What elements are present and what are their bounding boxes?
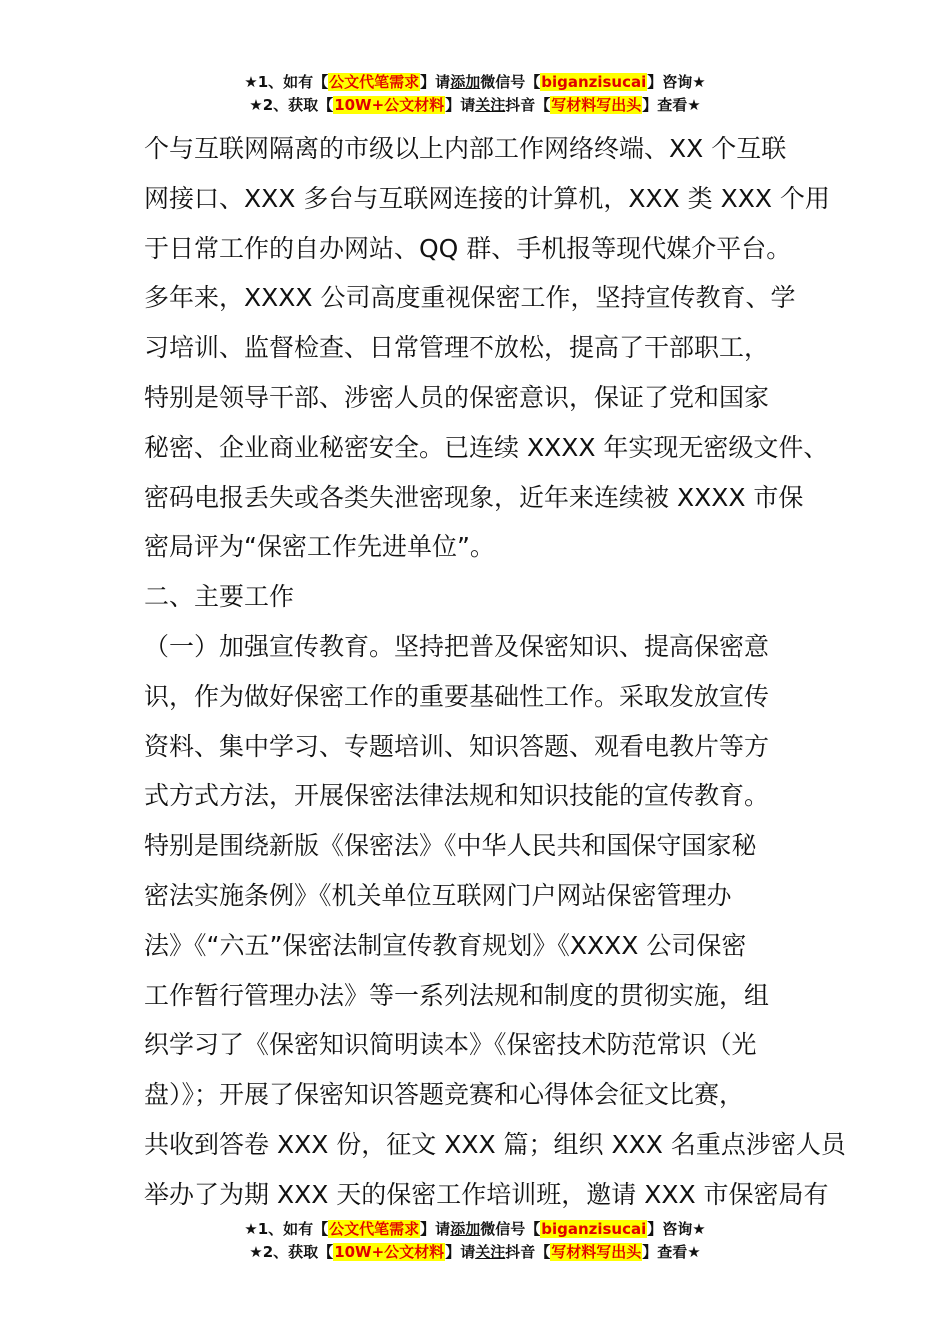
body-line: 网接口、XXX 多台与互联网连接的计算机，XXX 类 XXX 个用 (144, 183, 830, 213)
header-line-2-prefix: ★2、获取【 (249, 96, 334, 114)
footer-line-1-highlight-service: 公文代笔需求 (329, 1220, 420, 1238)
body-line: 多年来，XXXX 公司高度重视保密工作，坚持宣传教育、学 (144, 283, 796, 313)
footer-line-2-underlined: 关注 (475, 1243, 506, 1261)
body-line: 密局评为“保密工作先进单位”。 (144, 532, 495, 562)
body-line: 特别是围绕新版《保密法》《中华人民共和国保守国家秘 (144, 831, 757, 861)
footer-line-2-text-2: 抖音【 (505, 1243, 551, 1261)
header-line-1-suffix: 】咨询★ (647, 73, 706, 91)
header-line-1 (0, 71, 950, 94)
footer-line-1-prefix: ★1、如有【 (244, 1220, 329, 1238)
footer-line-2-highlight-douyin: 写材料写出头 (551, 1243, 642, 1261)
header-line-2-text: 】请 (445, 96, 476, 114)
footer-line-1-underlined: 添加 (450, 1220, 481, 1238)
body-line: 秘密、企业商业秘密安全。已连续 XXXX 年实现无密级文件、 (144, 432, 829, 462)
footer-line-2-highlight-materials: 10W+公文材料 (334, 1243, 445, 1261)
header-banner (0, 71, 950, 117)
header-line-1-text: 】请 (420, 73, 451, 91)
body-line: 法》《“六五”保密法制宣传教育规划》《XXXX 公司保密 (144, 930, 747, 960)
footer-line-1-highlight-wechat: biganzisucai (541, 1220, 647, 1238)
body-line: （一）加强宣传教育。坚持把普及保密知识、提高保密意 (144, 631, 770, 661)
footer-line-1-text-2: 微信号【 (480, 1220, 541, 1238)
body-line: 个与互联网隔离的市级以上内部工作网络终端、XX 个互联 (144, 134, 787, 163)
body-line: 特别是领导干部、涉密人员的保密意识，保证了党和国家 (144, 382, 770, 412)
body-line: 习培训、监督检查、日常管理不放松，提高了干部职工， (144, 333, 770, 363)
footer-line-2-prefix: ★2、获取【 (249, 1243, 334, 1261)
footer-banner (0, 1218, 950, 1264)
body-line: 织学习了《保密知识简明读本》《保密技术防范常识（光 (144, 1030, 757, 1060)
header-line-2 (0, 94, 950, 117)
body-line: 工作暂行管理办法》等一系列法规和制度的贯彻实施，组 (144, 980, 770, 1010)
header-line-2-highlight-douyin: 写材料写出头 (551, 96, 642, 114)
header-line-1-underlined: 添加 (450, 73, 481, 91)
footer-line-1-text: 】请 (420, 1220, 451, 1238)
header-line-2-suffix: 】查看★ (642, 96, 701, 114)
body-line: 共收到答卷 XXX 份，征文 XXX 篇；组织 XXX 名重点涉密人员 (144, 1129, 846, 1159)
footer-line-2 (0, 1241, 950, 1264)
body-line: 识，作为做好保密工作的重要基础性工作。采取发放宣传 (144, 681, 770, 711)
body-line: 资料、集中学习、专题培训、知识答题、观看电教片等方 (144, 731, 770, 761)
header-line-2-underlined: 关注 (475, 96, 506, 114)
header-line-2-text-2: 抖音【 (505, 96, 551, 114)
header-line-1-text-2: 微信号【 (480, 73, 541, 91)
document-body (144, 124, 846, 1220)
header-line-1-prefix: ★1、如有【 (244, 73, 329, 91)
body-line: 密码电报丢失或各类失泄密现象，近年来连续被 XXXX 市保 (144, 482, 804, 512)
section-heading: 二、主要工作 (144, 582, 295, 612)
body-line: 举办了为期 XXX 天的保密工作培训班，邀请 XXX 市保密局有 (144, 1179, 829, 1209)
body-line: 盘）》；开展了保密知识答题竞赛和心得体会征文比赛， (144, 1080, 745, 1110)
footer-line-2-suffix: 】查看★ (642, 1243, 701, 1261)
header-line-1-highlight-service: 公文代笔需求 (329, 73, 420, 91)
footer-line-1 (0, 1218, 950, 1241)
body-line: 密法实施条例》《机关单位互联网门户网站保密管理办 (144, 880, 732, 910)
header-line-2-highlight-materials: 10W+公文材料 (334, 96, 445, 114)
body-line: 于日常工作的自办网站、QQ 群、手机报等现代媒介平台。 (144, 233, 792, 263)
header-line-1-highlight-wechat: biganzisucai (541, 73, 647, 91)
body-line: 式方式方法，开展保密法律法规和知识技能的宣传教育。 (144, 781, 770, 811)
footer-line-1-suffix: 】咨询★ (647, 1220, 706, 1238)
footer-line-2-text: 】请 (445, 1243, 476, 1261)
